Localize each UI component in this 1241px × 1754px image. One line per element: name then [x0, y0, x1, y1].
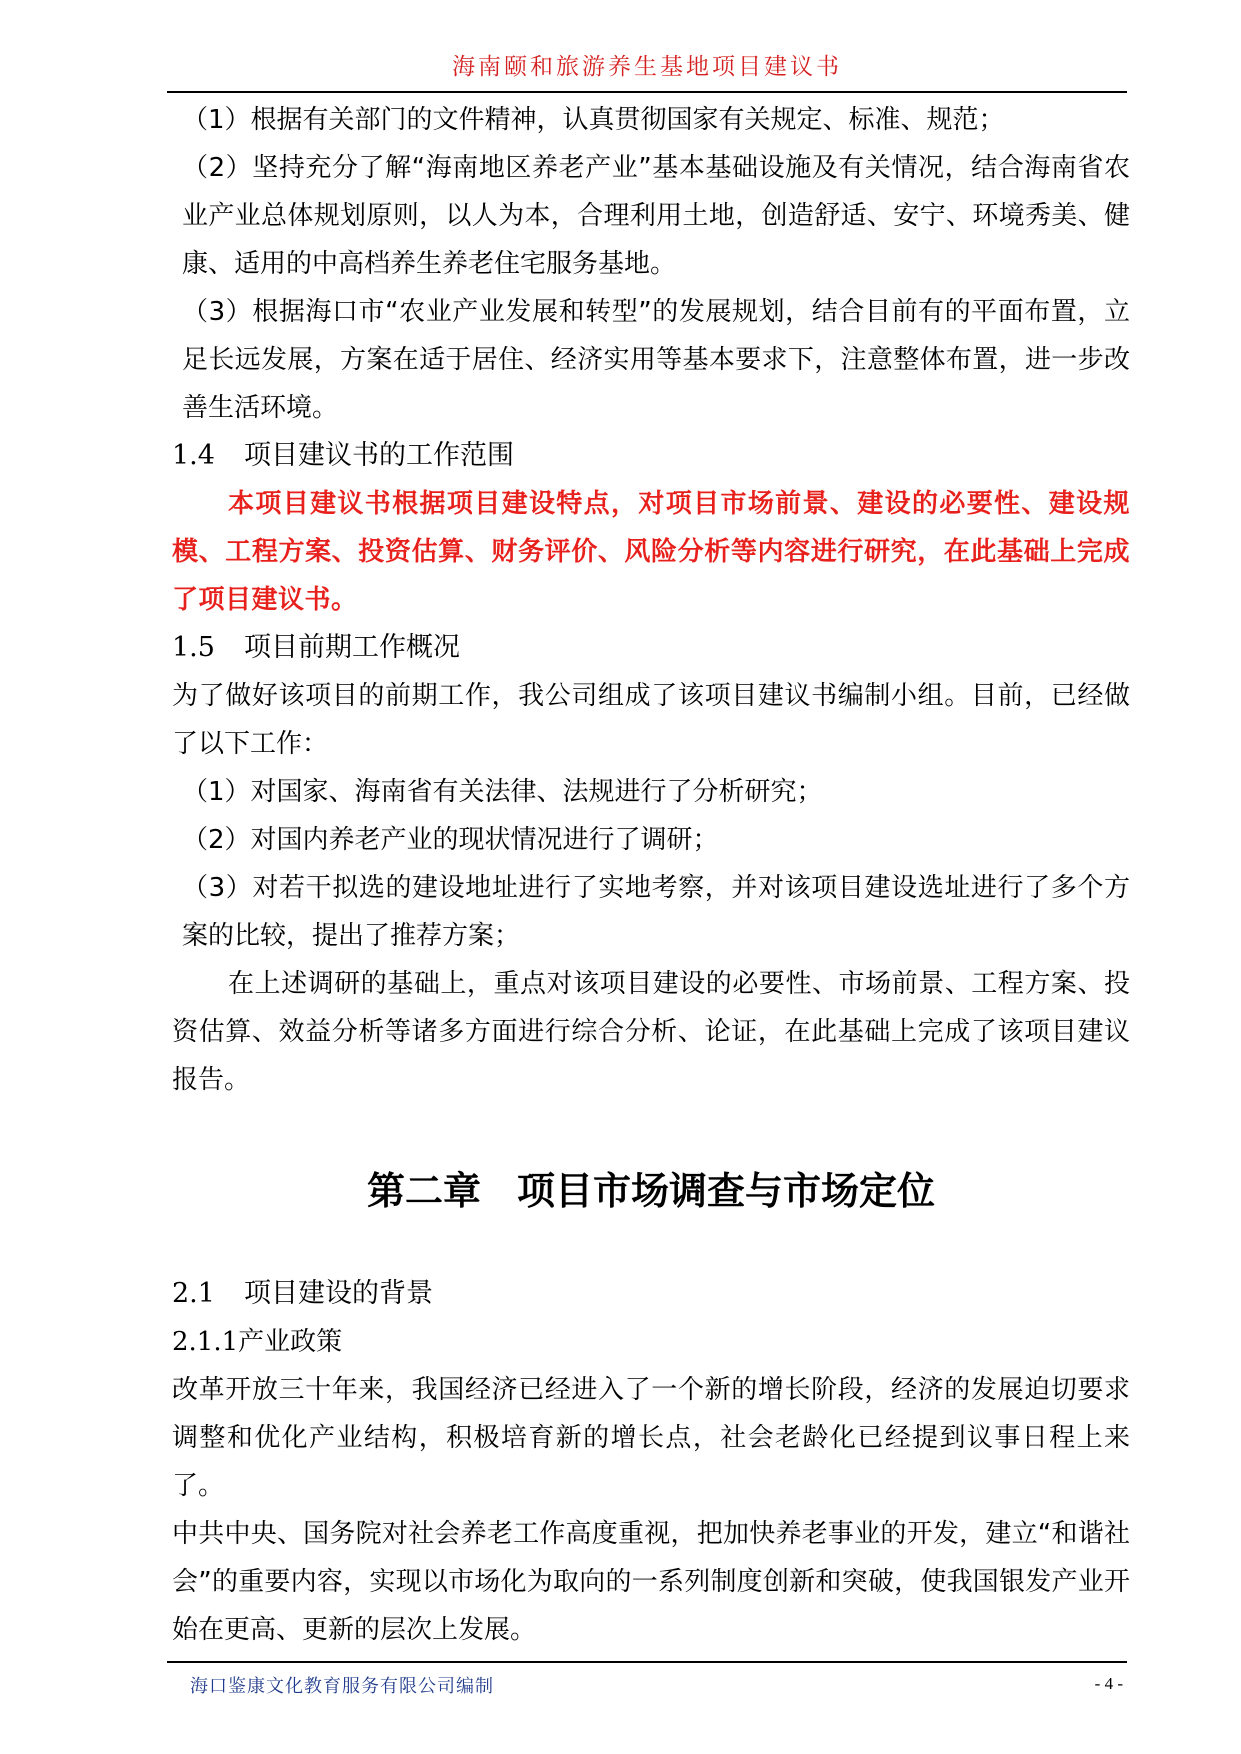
section-title: 项目建议书的工作范围 [244, 440, 514, 471]
subsection-title: 产业政策 [238, 1327, 343, 1357]
list-item: （1）根据有关部门的文件精神，认真贯彻国家有关规定、标准、规范； [182, 105, 1005, 135]
paragraph: 中共中央、国务院对社会养老工作高度重视，把加快养老事业的开发，建立“和谐社会”的重要内容，实现以市场化为取向的一系列制度创新和突破，使我国银发产业开始在更高、更新的层次上发展。 [172, 1519, 1130, 1645]
page-body [172, 96, 1130, 1654]
highlight-paragraph: 本项目建议书根据项目建设特点，对项目市场前景、建设的必要性、建设规模、工程方案、投资估算、财务评价、风险分析等内容进行研究，在此基础上完成了项目建议书。 [172, 489, 1130, 615]
footer-rule [167, 1661, 1127, 1663]
section-number: 1.4 [172, 440, 215, 471]
paragraph: 为了做好该项目的前期工作，我公司组成了该项目建议书编制小组。目前，已经做了以下工作： [172, 681, 1130, 759]
section-heading-2-1 [172, 1270, 1130, 1318]
page-number: - 4 - [1094, 1674, 1123, 1693]
list-item: （1）对国家、海南省有关法律、法规进行了分析研究； [182, 777, 823, 807]
list-item: （2）对国内养老产业的现状情况进行了调研； [182, 825, 719, 855]
paragraph: 改革开放三十年来，我国经济已经进入了一个新的增长阶段，经济的发展迫切要求调整和优化产业结构，积极培育新的增长点，社会老龄化已经提到议事日程上来了。 [172, 1375, 1130, 1501]
list-item: （3）对若干拟选的建设地址进行了实地考察，并对该项目建设选址进行了多个方案的比较，提出了推荐方案； [182, 873, 1130, 951]
section-heading-1-5 [172, 624, 1130, 672]
chapter-title [172, 1160, 1130, 1222]
subsection-heading [172, 1318, 1130, 1366]
chapter-label: 第二章 [366, 1169, 481, 1213]
section-number: 1.5 [172, 632, 215, 663]
section-number: 2.1 [172, 1278, 215, 1309]
list-item: （2）坚持充分了解“海南地区养老产业”基本基础设施及有关情况，结合海南省农业产业总体规划原则，以人为本，合理利用土地，创造舒适、安宁、环境秀美、健康、适用的中高档养生养老住宅服务基地。 [182, 153, 1130, 279]
list-item: （3）根据海口市“农业产业发展和转型”的发展规划，结合目前有的平面布置，立足长远发展，方案在适于居住、经济实用等基本要求下，注意整体布置，进一步改善生活环境。 [182, 297, 1130, 423]
paragraph: 在上述调研的基础上，重点对该项目建设的必要性、市场前景、工程方案、投资估算、效益分析等诸多方面进行综合分析、论证，在此基础上完成了该项目建议报告。 [172, 969, 1130, 1095]
chapter-name: 项目市场调查与市场定位 [517, 1169, 936, 1213]
footer-publisher: 海口鉴康文化教育服务有限公司编制 [190, 1676, 494, 1697]
section-title: 项目前期工作概况 [244, 632, 460, 663]
section-heading-1-4 [172, 432, 1130, 480]
section-title: 项目建设的背景 [244, 1278, 433, 1309]
subsection-number: 2.1.1 [172, 1327, 239, 1357]
running-header: 海南颐和旅游养生基地项目建议书 [452, 54, 842, 80]
header-rule [167, 91, 1127, 93]
